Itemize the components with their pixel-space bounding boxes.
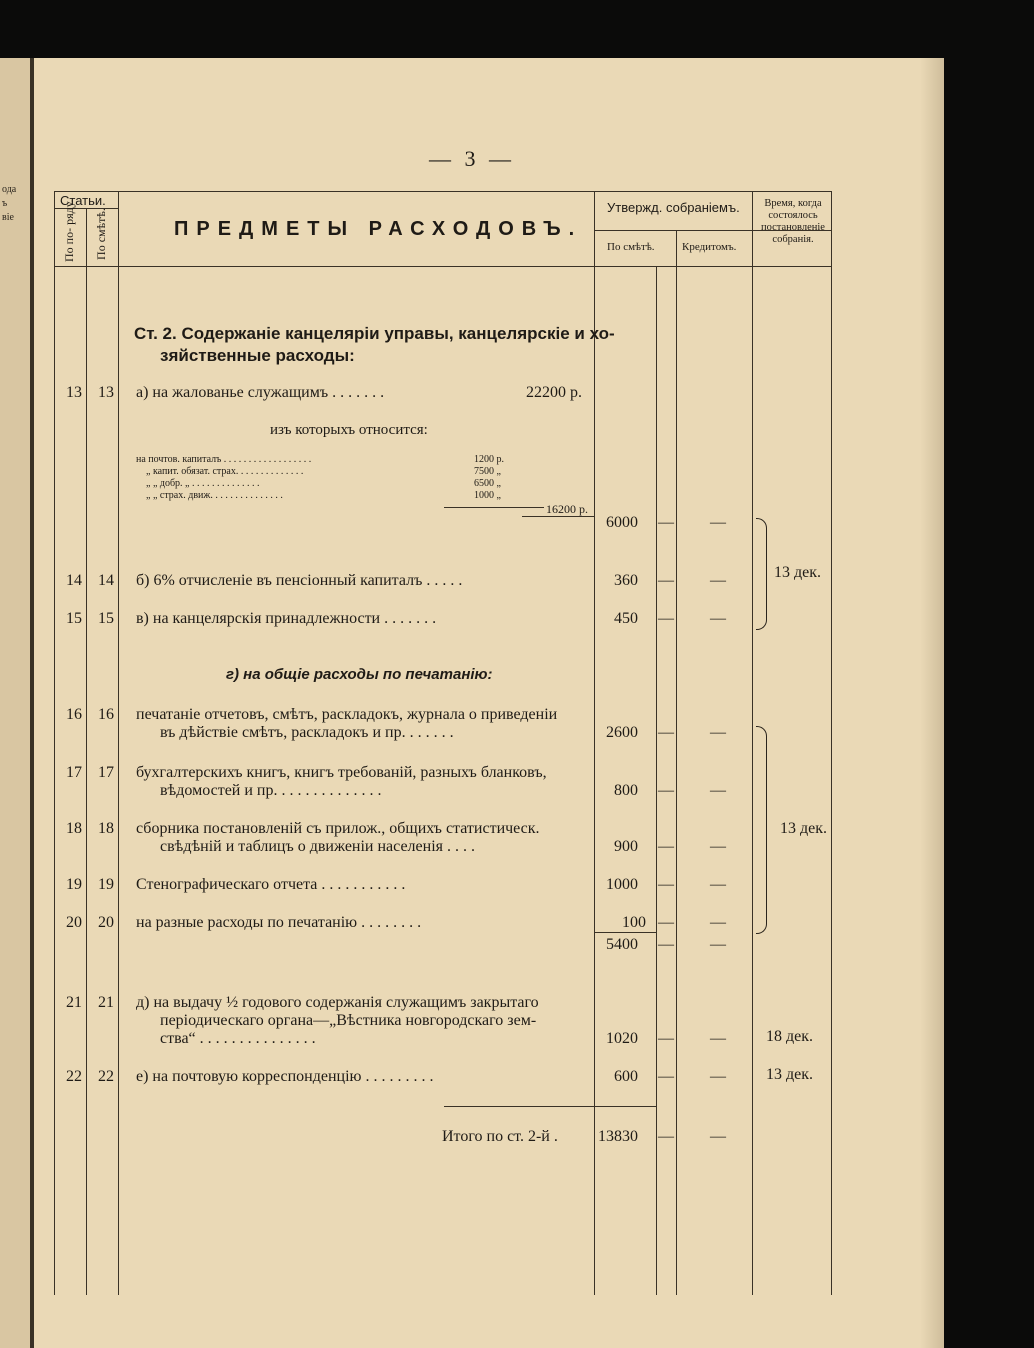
row-estimate-number: 20 xyxy=(98,914,114,931)
breakdown-label: „ „ добр. „ . . . . . . . . . . . . . . xyxy=(146,478,260,489)
row-amount: 100 xyxy=(622,914,646,931)
dash: — xyxy=(658,514,674,531)
breakdown-total: 16200 р. xyxy=(546,502,588,516)
column-rule xyxy=(752,191,753,1295)
dash: — xyxy=(710,1068,726,1085)
row-amount: 22200 р. xyxy=(526,384,582,401)
row-number: 21 xyxy=(66,994,82,1011)
row-estimate-number: 21 xyxy=(98,994,114,1011)
breakdown-value: 1000 „ xyxy=(474,490,501,501)
row-number: 18 xyxy=(66,820,82,837)
row-estimate-number: 19 xyxy=(98,876,114,893)
subsection-heading: г) на общіе расходы по печатанію: xyxy=(226,666,493,683)
row-text: в) на канцелярскія принадлежности . . . . . . . xyxy=(136,610,437,627)
header-po-ryadu: По по- ряду. xyxy=(62,199,76,262)
row-text: сборника постановленій съ прилож., общихъ статистическ. xyxy=(136,820,540,837)
dash: — xyxy=(710,610,726,627)
breakdown-rule xyxy=(444,507,544,508)
group-brace xyxy=(756,726,767,934)
dash: — xyxy=(710,876,726,893)
column-rule xyxy=(676,230,677,1295)
breakdown-total-rule xyxy=(522,516,594,517)
column-rule xyxy=(54,191,55,1295)
row-text: Стенографическаго отчета . . . . . . . . . . . xyxy=(136,876,406,893)
column-rule xyxy=(594,191,595,1295)
dash: — xyxy=(658,572,674,589)
breakdown-value: 7500 „ xyxy=(474,466,501,477)
row-text: печатаніе отчетовъ, смѣтъ, раскладокъ, журнала о приведеніи xyxy=(136,706,558,723)
row-amount: 1000 xyxy=(606,876,638,893)
breakdown-value: 6500 „ xyxy=(474,478,501,489)
row-text: бухгалтерскихъ книгъ, книгъ требованій, разныхъ бланковъ, xyxy=(136,764,547,781)
row-estimate-number: 16 xyxy=(98,706,114,723)
breakdown-label: „ „ страх. движ. . . . . . . . . . . . . . . xyxy=(146,490,283,501)
table-title: ПРЕДМЕТЫ РАСХОДОВЪ. xyxy=(174,218,583,240)
dash: — xyxy=(710,936,726,953)
group-date: 13 дек. xyxy=(780,820,828,837)
row-number: 22 xyxy=(66,1068,82,1085)
total-amount: 13830 xyxy=(598,1128,638,1145)
row-number: 20 xyxy=(66,914,82,931)
group-brace xyxy=(756,518,767,630)
dash: — xyxy=(710,1030,726,1047)
section-heading-cont: зяйственные расходы: xyxy=(160,346,355,365)
row-amount: 450 xyxy=(614,610,638,627)
dash: — xyxy=(658,610,674,627)
row-date: 18 дек. xyxy=(766,1028,814,1045)
column-rule xyxy=(656,266,657,1295)
header-col-credit: Кредитомъ. xyxy=(682,241,737,253)
dash: — xyxy=(658,1030,674,1047)
dash: — xyxy=(658,1068,674,1085)
row-number: 14 xyxy=(66,572,82,589)
row-estimate-number: 13 xyxy=(98,384,114,401)
row-estimate-number: 18 xyxy=(98,820,114,837)
header-po-smete: По смѣтѣ. xyxy=(94,208,108,260)
dash: — xyxy=(658,936,674,953)
dash: — xyxy=(658,914,674,931)
row-estimate-number: 15 xyxy=(98,610,114,627)
breakdown-net: 6000 xyxy=(606,514,638,531)
column-rule xyxy=(831,191,832,1295)
dash: — xyxy=(658,876,674,893)
row-number: 19 xyxy=(66,876,82,893)
table-top-rule xyxy=(54,191,832,192)
row-estimate-number: 17 xyxy=(98,764,114,781)
breakdown-label: „ капит. обязат. страх. . . . . . . . . . . . . . xyxy=(146,466,304,477)
document-page xyxy=(30,58,944,1348)
header-bottom-rule xyxy=(54,266,832,267)
row-amount: 800 xyxy=(614,782,638,799)
row-estimate-number: 22 xyxy=(98,1068,114,1085)
dash: — xyxy=(658,724,674,741)
row-amount: 2600 xyxy=(606,724,638,741)
row-amount: 1020 xyxy=(606,1030,638,1047)
row-amount: 600 xyxy=(614,1068,638,1085)
total-label: Итого по ст. 2-й . xyxy=(442,1128,558,1145)
row-text: б) 6% отчисленіе въ пенсіонный капиталъ . . . . . xyxy=(136,572,463,589)
row-text: на разные расходы по печатанію . . . . . . . . xyxy=(136,914,422,931)
breakdown-value: 1200 р. xyxy=(474,454,504,465)
dash: — xyxy=(658,1128,674,1145)
left-page-fragment: ъ xyxy=(2,198,8,209)
row-estimate-number: 14 xyxy=(98,572,114,589)
dash: — xyxy=(710,572,726,589)
print-subtotal: 5400 xyxy=(606,936,638,953)
row-number: 13 xyxy=(66,384,82,401)
row-text-cont: въ дѣйствіе смѣтъ, раскладокъ и пр. . . . . . . xyxy=(160,724,454,741)
row-text-cont: ства“ . . . . . . . . . . . . . . . xyxy=(160,1030,316,1047)
dash: — xyxy=(710,782,726,799)
breakdown-heading: изъ которыхъ относится: xyxy=(270,422,428,438)
row-number: 15 xyxy=(66,610,82,627)
group-date: 13 дек. xyxy=(774,564,822,581)
dash: — xyxy=(710,724,726,741)
header-time-when: Время, когда состоялось постановленіе собранія. xyxy=(761,198,825,245)
left-page-fragment: ода xyxy=(2,184,17,195)
row-text-cont: вѣдомостей и пр. . . . . . . . . . . . . . xyxy=(160,782,382,799)
dash: — xyxy=(710,514,726,531)
row-text: е) на почтовую корреспонденцію . . . . . . . . . xyxy=(136,1068,434,1085)
row-text-cont: свѣдѣній и таблицъ о движеніи населенія . . . . xyxy=(160,838,476,855)
row-date: 13 дек. xyxy=(766,1066,814,1083)
dash: — xyxy=(710,914,726,931)
dash: — xyxy=(658,782,674,799)
header-approved: Утвержд. собраніемъ. xyxy=(607,200,740,215)
dash: — xyxy=(658,838,674,855)
column-rule xyxy=(118,191,119,1295)
row-number: 17 xyxy=(66,764,82,781)
breakdown-label: на почтов. капиталъ . . . . . . . . . . . . . . . . . . xyxy=(136,454,312,465)
dash: — xyxy=(710,838,726,855)
row-amount: 900 xyxy=(614,838,638,855)
header-statyi: Статьи. xyxy=(60,193,106,208)
row-text: а) на жалованье служащимъ . . . . . . . xyxy=(136,384,385,401)
column-rule xyxy=(86,208,87,1295)
header-col-smeta: По смѣтѣ. xyxy=(607,241,655,253)
row-number: 16 xyxy=(66,706,82,723)
row-amount: 360 xyxy=(614,572,638,589)
page-number: — 3 — xyxy=(429,146,515,171)
subtotal-rule xyxy=(594,932,656,933)
total-rule xyxy=(444,1106,656,1107)
row-text: д) на выдачу ½ годового содержанія служащимъ закрытаго xyxy=(136,994,539,1011)
left-page-fragment: віе xyxy=(2,212,14,223)
section-heading: Ст. 2. Содержаніе канцеляріи управы, канцелярскіе и хо- xyxy=(134,324,615,343)
dash: — xyxy=(710,1128,726,1145)
row-text-cont: періодическаго органа—„Вѣстника новгородскаго зем- xyxy=(160,1012,537,1029)
